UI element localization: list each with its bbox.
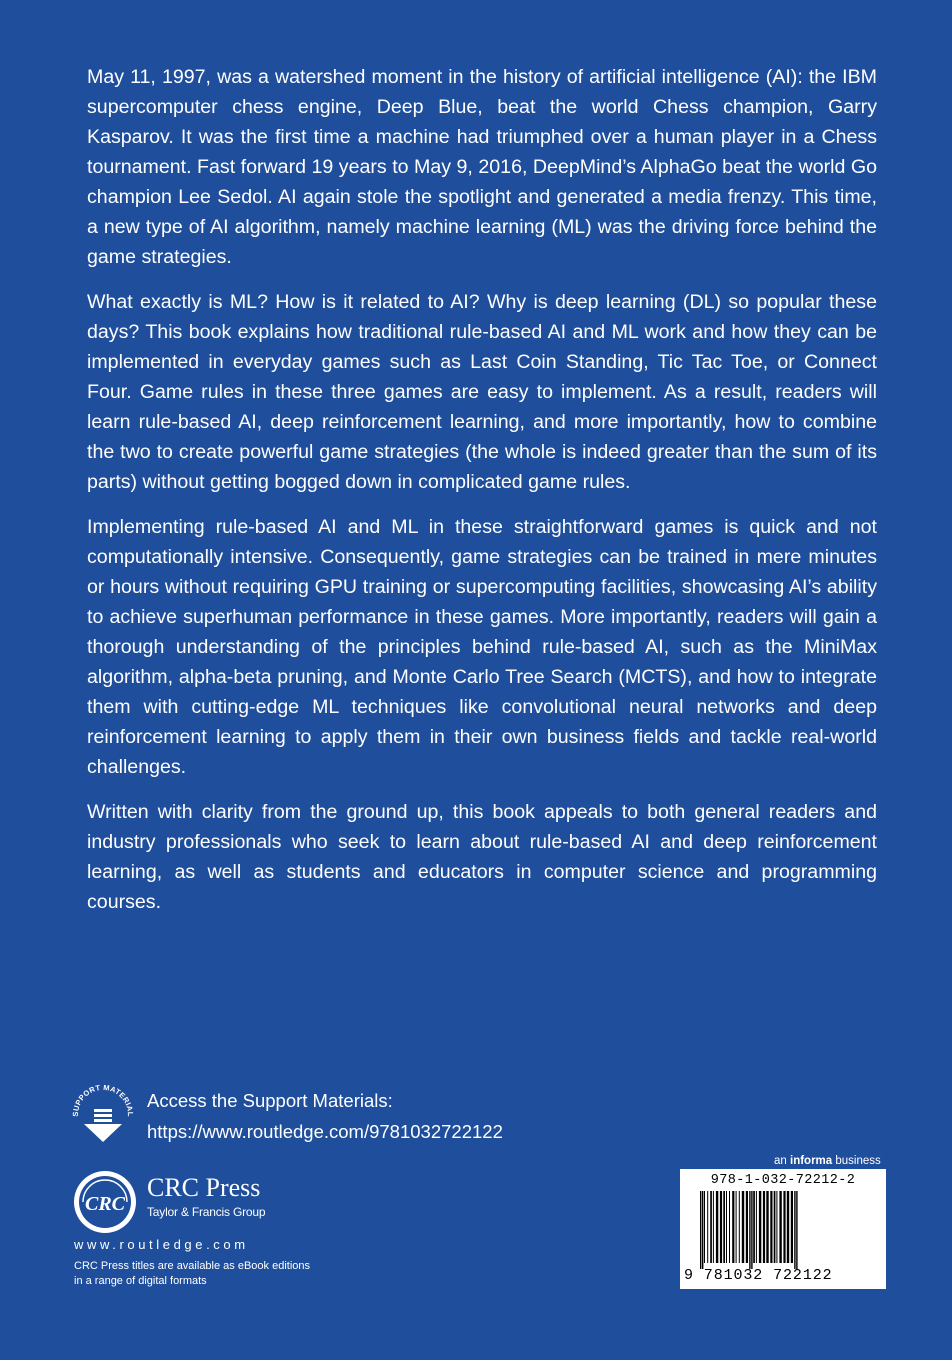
barcode-bar [713,1191,714,1263]
barcode-bar [756,1191,757,1263]
barcode-bar [736,1191,737,1263]
barcode-bar [779,1191,781,1263]
svg-text:SUPPORT MATERIAL [71,1085,135,1117]
informa-business-tagline [774,1154,881,1168]
barcode-bar [729,1191,730,1263]
barcode-bar [783,1191,785,1263]
support-url-link[interactable]: https://www.routledge.com/9781032722122 [147,1121,503,1142]
barcode-bar [774,1191,776,1263]
crc-logo-text: CRC [84,1193,126,1215]
barcode-guard-bar [794,1191,795,1269]
barcode-bar [753,1191,755,1263]
support-heading: Access the Support Materials: [147,1090,393,1111]
barcode-guard-bar [702,1191,703,1269]
support-material-download-icon [70,1085,136,1145]
barcode-bar [720,1191,722,1263]
blurb-paragraph-1: May 11, 1997, was a watershed moment in the history of artificial intelligence (AI): the IBM supercomputer chess engine, Deep Blue, beat the world Chess champion, Garry Kasparov. It was the first time a machine had triumphed over a human player in a Chess tournament. Fast forward 19 years to May 9, 2016, DeepMind’s AlphaGo beat the world Go champion Lee Sedol. AI again stole the spotlight and generated a media frenzy. This time, a new type of AI algorithm, namely machine learning (ML) was the driving force behind the game strategies. [87,66,877,268]
barcode-bars [692,1191,878,1269]
crc-press-logo [73,1170,137,1234]
ebook-note-line-1: CRC Press titles are available as eBook editions [74,1260,311,1272]
barcode-bar [732,1191,734,1263]
barcode-bar [759,1191,761,1263]
barcode-bar [723,1191,725,1263]
isbn-text: 978-1-032-72212-2 [710,1173,856,1188]
barcode-guard-bar [700,1191,701,1269]
ebook-note-line-2: in a range of digital formats [74,1275,207,1287]
support-badge-text: SUPPORT MATERIAL [70,1085,136,1117]
ebook-note [74,1259,334,1289]
blurb-paragraph-4: Written with clarity from the ground up, this book appeals to both general readers and industry professionals who seek to learn about rule-based AI and deep reinforcement learning, as well as students and educators in computer science and programming courses. [87,801,877,913]
barcode-guard-bar [796,1191,797,1269]
barcode-bar [716,1191,718,1263]
barcode-bar [766,1191,768,1263]
barcode-bar [710,1191,712,1263]
publisher-group: Taylor & Francis Group [147,1205,266,1219]
barcode-bar [742,1191,744,1263]
publisher-name: CRC Press [147,1173,261,1202]
barcode-bar [776,1191,777,1263]
informa-suffix: business [832,1155,881,1167]
barcode-bar [746,1191,748,1263]
barcode-bar [787,1191,789,1263]
isbn-digits: 9 781032 722122 [684,1267,833,1284]
barcode-bar [791,1191,793,1263]
barcode-bar [726,1191,727,1263]
support-materials [70,1085,570,1147]
barcode-guard-bar [749,1191,750,1269]
blurb-paragraph-3: Implementing rule-based AI and ML in these straightforward games is quick and not computationally intensive. Consequently, game strategies can be trained in mere minutes or hours without requiring GPU training or supercomputing facilities, showcasing AI’s ability to achieve superhuman performance in these games. More importantly, readers will gain a thorough understanding of the principles behind rule-based AI, such as the MiniMax algorithm, alpha-beta pruning, and Monte Carlo Tree Search (MCTS), and how to integrate them with cutting-edge ML techniques like convolutional neural networks and deep reinforcement learning to apply them in their own business fields and tackle real-world challenges. [87,516,877,778]
informa-prefix: an [774,1155,790,1167]
publisher-website[interactable]: www.routledge.com [74,1237,249,1252]
barcode-bar [707,1191,708,1263]
barcode-guard-bar [751,1191,752,1269]
isbn-barcode [680,1169,886,1289]
blurb-paragraph-2: What exactly is ML? How is it related to AI? Why is deep learning (DL) so popular these days? This book explains how traditional rule-based AI and ML work and how they can be implemented in everyday games such as Last Coin Standing, Tic Tac Toe, or Connect Four. Game rules in these three games are easy to implement. As a result, readers will learn rule-based AI, deep reinforcement learning, and more importantly, how to combine the two to create powerful game strategies (the whole is indeed greater than the sum of its parts) without getting bogged down in complicated game rules. [87,291,877,493]
informa-bold: informa [790,1155,833,1167]
barcode-bar [763,1191,765,1263]
back-cover-blurb [87,62,877,932]
barcode-bar [770,1191,772,1263]
barcode-bar [704,1191,705,1263]
barcode-bar [739,1191,740,1263]
